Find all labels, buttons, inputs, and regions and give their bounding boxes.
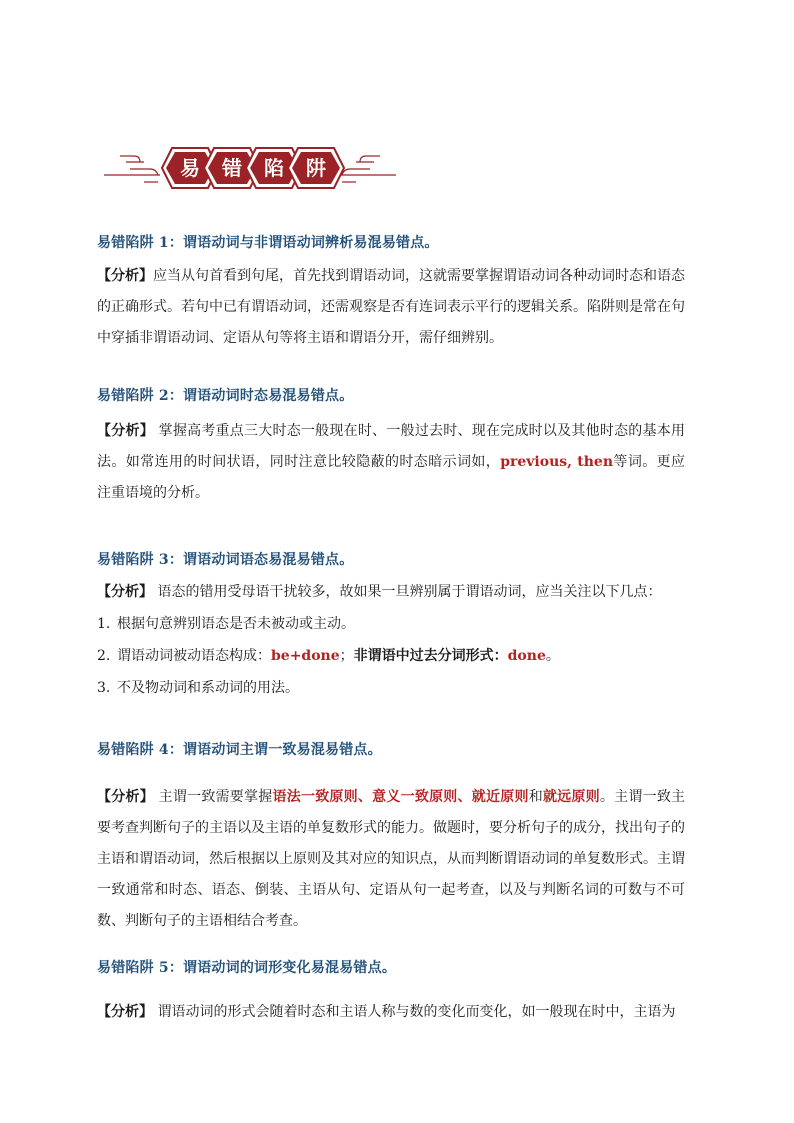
principle-4: 就远原则 bbox=[542, 789, 600, 805]
separator: 。 bbox=[545, 648, 560, 664]
analysis-text: 谓语动词的形式会随着时态和主语人称与数的变化而变化，如一般现在时中，主语为 bbox=[157, 1004, 676, 1020]
principle-3: 就近原则 bbox=[471, 789, 529, 805]
separator: ； bbox=[339, 648, 354, 664]
section-heading-2: 易错陷阱 2：谓语动词时态易混易错点。 bbox=[97, 388, 354, 404]
banner-right-ornament bbox=[340, 156, 396, 182]
section-heading-1: 易错陷阱 1：谓语动词与非谓语动词辨析易混易错点。 bbox=[97, 235, 439, 251]
section-heading-5: 易错陷阱 5：谓语动词的词形变化易混易错点。 bbox=[97, 960, 397, 976]
section-heading-3: 易错陷阱 3：谓语动词语态易混易错点。 bbox=[97, 552, 354, 568]
analysis-label: 【分析】 bbox=[97, 789, 154, 805]
analysis-label: 【分析】 bbox=[97, 268, 153, 284]
analysis-text: 等词。更应注重语境的分析。 bbox=[97, 454, 686, 501]
list-text: 根据句意辨别语态是否未被动或主动。 bbox=[117, 616, 355, 632]
section-body-5 bbox=[97, 997, 685, 1028]
banner-char-1: 易 bbox=[180, 156, 200, 180]
list-text-bold: 非谓语中过去分词形式： bbox=[353, 648, 508, 664]
list-number: 1. bbox=[97, 616, 111, 632]
formula-active: be+done bbox=[271, 648, 340, 664]
analysis-text: 掌握高考重点三大时态一般现在时、一般过去时、现在完成时以及其他时态的基本用法。如常连用的时间状语，同时注意比较隐蔽的时态暗示词如， bbox=[97, 423, 686, 470]
section-body-2 bbox=[97, 416, 685, 509]
banner-char-2: 错 bbox=[222, 156, 242, 180]
principle-2: 意义一致原则 bbox=[372, 789, 458, 805]
principle-1: 语法一致原则 bbox=[272, 789, 358, 805]
list-text: 不及物动词和系动词的用法。 bbox=[117, 680, 299, 696]
separator: 、 bbox=[457, 789, 472, 805]
separator: 、 bbox=[357, 789, 373, 805]
analysis-text: 语态的错用受母语干扰较多，故如果一旦辨别属于谓语动词，应当关注以下几点： bbox=[157, 584, 662, 600]
section-body-1 bbox=[97, 261, 685, 354]
banner-char-3: 陷 bbox=[264, 156, 284, 180]
highlight-words: previous, then bbox=[500, 454, 614, 470]
banner-char-4: 阱 bbox=[306, 156, 326, 180]
section-body-4 bbox=[97, 782, 685, 937]
list-text: 谓语动词被动语态构成： bbox=[117, 648, 271, 664]
analysis-label: 【分析】 bbox=[97, 1004, 153, 1020]
section-heading-4: 易错陷阱 4：谓语动词主谓一致易混易错点。 bbox=[97, 742, 382, 758]
analysis-label: 【分析】 bbox=[97, 423, 154, 439]
analysis-text: 主谓一致需要掌握 bbox=[158, 789, 273, 805]
section-banner bbox=[100, 138, 400, 198]
analysis-text: 。主谓一致主要考查判断句子的主语以及主语的单复数形式的能力。做题时，要分析句子的成分，找出句子的主语和谓语动词，然后根据以上原则及其对应的知识点，从而判断谓语动词的单复数形式。主谓一致通常和时态、语态、倒装、主语从句、定语从句一起考查，以及与判断名词的可数与不可数、判断句子的主语相结合考查。 bbox=[97, 789, 686, 929]
list-number: 2. bbox=[97, 648, 111, 664]
list-number: 3. bbox=[97, 680, 111, 696]
list-item bbox=[97, 613, 355, 633]
list-item bbox=[97, 645, 560, 665]
list-item bbox=[97, 677, 299, 697]
banner-left-ornament bbox=[104, 156, 160, 182]
formula-nonfinite: done bbox=[507, 648, 546, 664]
analysis-text: 应当从句首看到句尾，首先找到谓语动词，这就需要掌握谓语动词各种动词时态和语态的正确形式。若句中已有谓语动词，还需观察是否有连词表示平行的逻辑关系。陷阱则是常在句中穿插非谓语动词、定语从句等将主语和谓语分开，需仔细辨别。 bbox=[97, 268, 685, 346]
section-body-3 bbox=[97, 581, 661, 601]
separator: 和 bbox=[528, 789, 543, 805]
analysis-label: 【分析】 bbox=[97, 584, 153, 600]
